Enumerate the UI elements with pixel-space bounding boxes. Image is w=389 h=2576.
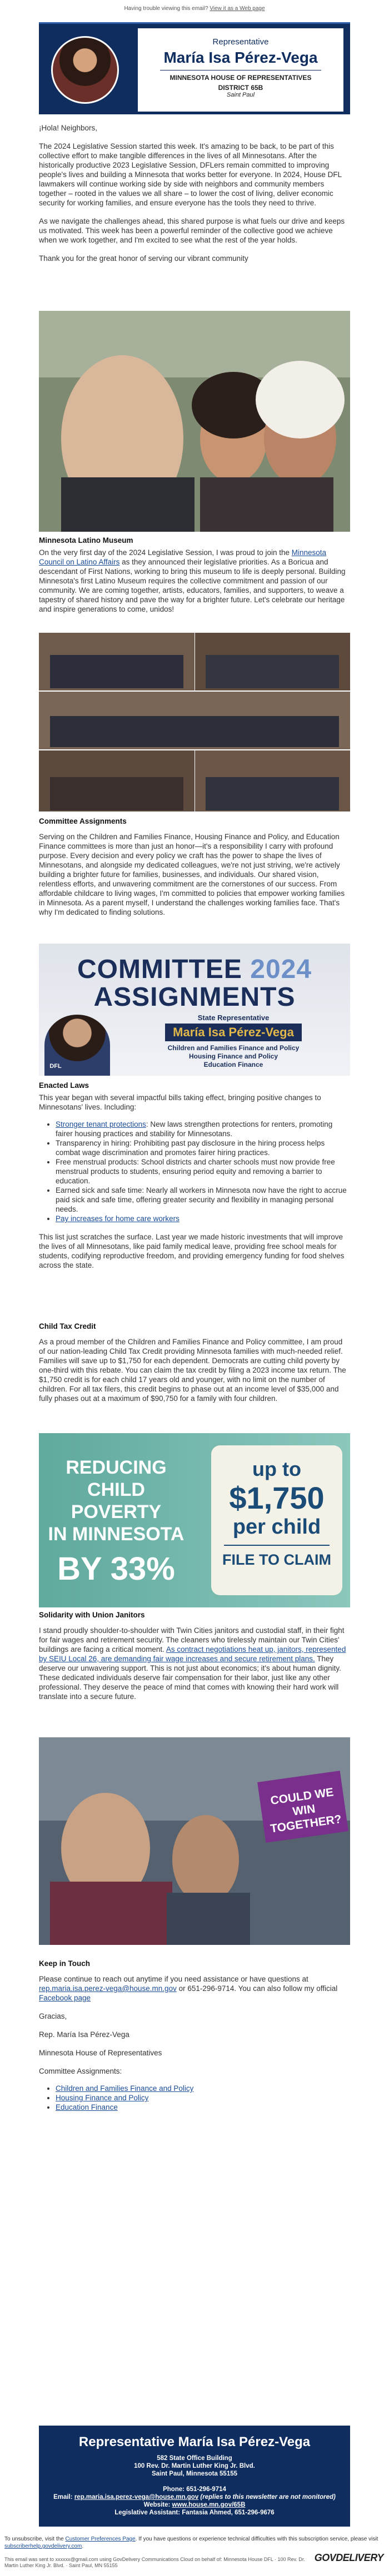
footer-email: Email: rep.maria.isa.perez-vega@house.mn.gov (replies to this newsletter are not monitored) [53, 2494, 336, 2501]
janitors-title: Solidarity with Union Janitors [39, 1611, 145, 1619]
facebook-link[interactable]: Facebook page [39, 1994, 91, 2002]
header-banner [39, 22, 350, 114]
committee-item [56, 2093, 350, 2103]
keep-paragraph: Please continue to reach out anytime if you need assistance or have questions at rep.maria.isa.perez-vega@house.mn.gov or 651-296-9714. You can also follow my official Facebook page [39, 1975, 338, 2002]
header-house: MINNESOTA HOUSE OF REPRESENTATIVES [169, 74, 312, 82]
rally-illustration [39, 1737, 350, 1945]
email-link[interactable]: rep.maria.isa.perez-vega@house.mn.gov [39, 1984, 177, 1993]
ctc-paragraph: As a proud member of the Children and Families Finance and Policy committee, I am proud of our nation-leading Child Tax Credit providing Minnesota families with much-needed relief. Families will save up to $1,750 for each dependent. Democrats are cutting child poverty by one-third with this rebate. You can claim the tax credit by filing a 2023 income tax return. The $1,750 credit is for each child 17 years old and younger, with no limit on the number of children. For all tax filers, this credit begins to phase out at an income level of $35,000 and fully phases out at a maximum of $90,750 for a family with four children. [39, 1338, 346, 1403]
footer-title: Representative María Isa Pérez-Vega [78, 2434, 311, 2449]
footer-website: Website: www.house.mn.gov/65B [143, 2502, 246, 2508]
header-district: DISTRICT 65B [218, 84, 263, 92]
seiu-link[interactable]: As contract negotiations heat up, janitors, represented by SEIU Local 26, are demanding fair wage increases and secure retirement plans. [39, 1645, 346, 1663]
mcla-link[interactable]: Minnesota Council on Latino Affairs [39, 548, 327, 566]
janitors-paragraph: I stand proudly shoulder-to-shoulder with Twin Cities janitors and custodial staff, in their fight for fair wages and retirement security. The cleaners who tirelessly maintain our Twin Cities' buildings are facing a critical moment. As contract negotiations heat up, janitors, represented by SEIU Local 26, are demanding fair wage increases and secure retirement plans. They deserve our unwavering support. This is not just about economics; it's about human dignity. These dedicated individuals deserve fair compensation for their labor, just like any other professional. They deserve the peace of mind that comes with knowing their hard work will translate into a secure future. [39, 1626, 346, 1701]
selfie-illustration [39, 311, 350, 532]
law-item: • Transparency in hiring: Prohibiting past pay disclosure in the hiring process helps combat wage discrimination and promotes fairer hiring practices. [56, 1138, 350, 1157]
thanks: Gracias, [39, 2012, 67, 2020]
footer [39, 2426, 350, 2527]
museum-photo-collage [39, 633, 350, 811]
law-item: • Free menstrual products: School districts and charter schools must now provide free menstrual products to students, ensuring period equity and removing a barrier to education. [56, 1157, 350, 1186]
museum-title: Minnesota Latino Museum [39, 536, 133, 545]
intro-paragraph: The 2024 Legislative Session started this week. It's amazing to be back, to be part of this collective effort to make tangible differences in the lives of all Minnesotans. After the historically productive 2023 Legislative Session, DFLers remain committed to improving people's lives and building a Minnesota that works better for everyone. In 2024, House DFL lawmakers will continue working side by side with neighbors and community members together – rooted in the values we all share – to lower the cost of living, deliver economic security for working families, and ensure everyone has the tools they need to thrive. [39, 142, 342, 207]
rally-sign: COULD WE WIN TOGETHER? [269, 1786, 343, 1836]
ctc-section [39, 1322, 350, 1403]
intro-paragraph: As we navigate the challenges ahead, this shared purpose is what fuels our drive and keeps us motivated. This week has been a powerful reminder of the collective good we achieve when we work together, and I'm excited to see what the rest of the year holds. [39, 217, 345, 244]
law-item: • Stronger tenant protections: New laws strengthen protections for renters, promoting fairer housing practices and stability for Minnesotans. [56, 1120, 350, 1138]
laws-outro: This list just scratches the surface. Last year we made historic investments that will improve the lives of all Minnesotans, like paid family medical leave, providing free school meals for students, codifying reproductive freedom, and providing emergency funding for food shelves across the state. [39, 1233, 345, 1269]
banner-heading: COMMITTEE 2024 ASSIGNMENTS [77, 955, 312, 1012]
footer-address: 100 Rev. Dr. Martin Luther King Jr. Blvd. [134, 2463, 255, 2469]
committee-title: Committee Assignments [39, 817, 127, 825]
committee-list [39, 2084, 350, 2112]
signature-house: Minnesota House of Representatives [39, 2049, 162, 2057]
sent-note: This email was sent to xxxxxx@gmail.com using GovDelivery Communications Cloud on behalf of: Minnesota House DFL · 100 Rev. Dr. Martin Luther King Jr. Blvd. · Saint Paul, MN 55155 [4, 2557, 305, 2568]
subscriber-help-link[interactable]: subscriberhelp.govdelivery.com [4, 2543, 82, 2549]
janitors-section [39, 1611, 350, 1701]
tenant-protections-link[interactable]: Stronger tenant protections [56, 1120, 146, 1128]
ctc-left-text: REDUCING CHILD POVERTY IN MINNESOTA BY 33% [48, 1457, 184, 1587]
law-item: • Earned sick and safe time: Nearly all workers in Minnesota now have the right to accrue paid sick and safe time, offering greater security and flexibility in managing personal needs. [56, 1186, 350, 1214]
committee-banner [39, 944, 350, 1076]
committee-paragraph: Serving on the Children and Families Finance, Housing Finance and Policy, and Education Finance committees is more than just an honor—it's a responsibility I carry with profound purpose. Every decision and every policy we craft has the power to shape the lives of Minnesotans, and alongside my dedicated colleagues, we're not just striving, we're actively building a brighter future for families, businesses, and individuals. Our shared vision, relentless efforts, and unwavering commitment are the cornerstones of our success. From affordable childcare to living wages, I'm committed to policies that empower working families in Minnesota. As a parent myself, I understand the challenges working families face. That's why I'm dedicated to finding solutions. [39, 833, 345, 916]
unsubscribe-note: To unsubscribe, visit the Customer Preferences Page. If you have questions or experience technical difficulties with this subscription service, please visit subscriberhelp.govdelivery.com. [4, 2536, 378, 2549]
intro-paragraph: Thank you for the great honor of serving our vibrant community [39, 254, 248, 263]
laws-title: Enacted Laws [39, 1081, 89, 1090]
header-name: María Isa Pérez-Vega [163, 49, 318, 66]
committee-section [39, 817, 350, 917]
banner-info: State Representative María Isa Pérez-Vega Children and Families Finance and Policy Housing Finance and Policy Education Finance [122, 1014, 345, 1069]
footer-website-link[interactable]: www.house.mn.gov/65B [172, 2502, 246, 2508]
view-web-link[interactable]: View it as a Web page [210, 6, 265, 12]
ctc-right-card: up to $1,750 per child FILE TO CLAIM [211, 1445, 342, 1595]
museum-paragraph: On the very first day of the 2024 Legislative Session, I was proud to join the Minnesota Council on Latino Affairs as they announced their legislative priorities. As a Boricua and descendant of First Nations, working to bring this museum to life is deeply personal. Building Minnesota's first Latino Museum requires the collective commitment and passion of our community. We are coming together, artists, educators, families, and supporters, to weave a tapestry of shared history and pave the way for a brighter future. Let's celebrate our heritage and inspire generations to come, unidos! [39, 548, 346, 613]
header-role: Representative [212, 37, 269, 47]
law-item [56, 1214, 350, 1223]
committee-item [56, 2103, 350, 2112]
footer-address: Saint Paul, Minnesota 55155 [151, 2471, 238, 2477]
ctc-divider [224, 1545, 330, 1546]
committee-link[interactable]: Education Finance [56, 2103, 118, 2111]
footer-phone: Phone: 651-296-9714 [163, 2486, 226, 2493]
museum-section [39, 536, 350, 614]
home-care-link[interactable]: Pay increases for home care workers [56, 1214, 179, 1223]
preferences-link[interactable]: Customer Preferences Page [65, 2536, 136, 2542]
rally-photo [39, 1737, 350, 1945]
banner-name: María Isa Pérez-Vega [165, 1024, 302, 1041]
ctc-title: Child Tax Credit [39, 1322, 96, 1330]
collage-illustration [39, 633, 350, 811]
committee-link[interactable]: Children and Families Finance and Policy [56, 2084, 194, 2093]
keep-in-touch-section [39, 1959, 350, 2112]
laws-section [39, 1081, 350, 1270]
greeting: ¡Hola! Neighbors, [39, 124, 98, 132]
laws-list [39, 1120, 350, 1223]
header-title-box [138, 28, 343, 112]
laws-intro: This year began with several impactful bills taking effect, bringing positive changes to Minnesotans' lives. Including: [39, 1093, 321, 1111]
committee-item [56, 2084, 350, 2093]
govdelivery-logo: GOVDELIVERY [314, 2552, 383, 2563]
footer-email-link[interactable]: rep.maria.isa.perez-vega@house.mn.gov [74, 2494, 199, 2501]
committee-label: Committee Assignments: [39, 2067, 122, 2075]
ctc-banner [39, 1433, 350, 1607]
committee-link[interactable]: Housing Finance and Policy [56, 2094, 149, 2102]
header-city: Saint Paul [226, 92, 255, 98]
representative-portrait [51, 36, 119, 104]
dfl-logo: DFL [49, 1063, 62, 1070]
intro-section [39, 123, 350, 263]
footer-address: 582 State Office Building [157, 2455, 232, 2462]
keep-title: Keep in Touch [39, 1959, 91, 1968]
top-notice: Having trouble viewing this email? View it as a Web page [124, 6, 265, 12]
footer-assistant: Legislative Assistant: Fantasia Ahmed, 651-296-9676 [114, 2509, 275, 2516]
selfie-photo [39, 311, 350, 532]
signature-name: Rep. María Isa Pérez-Vega [39, 2030, 129, 2039]
